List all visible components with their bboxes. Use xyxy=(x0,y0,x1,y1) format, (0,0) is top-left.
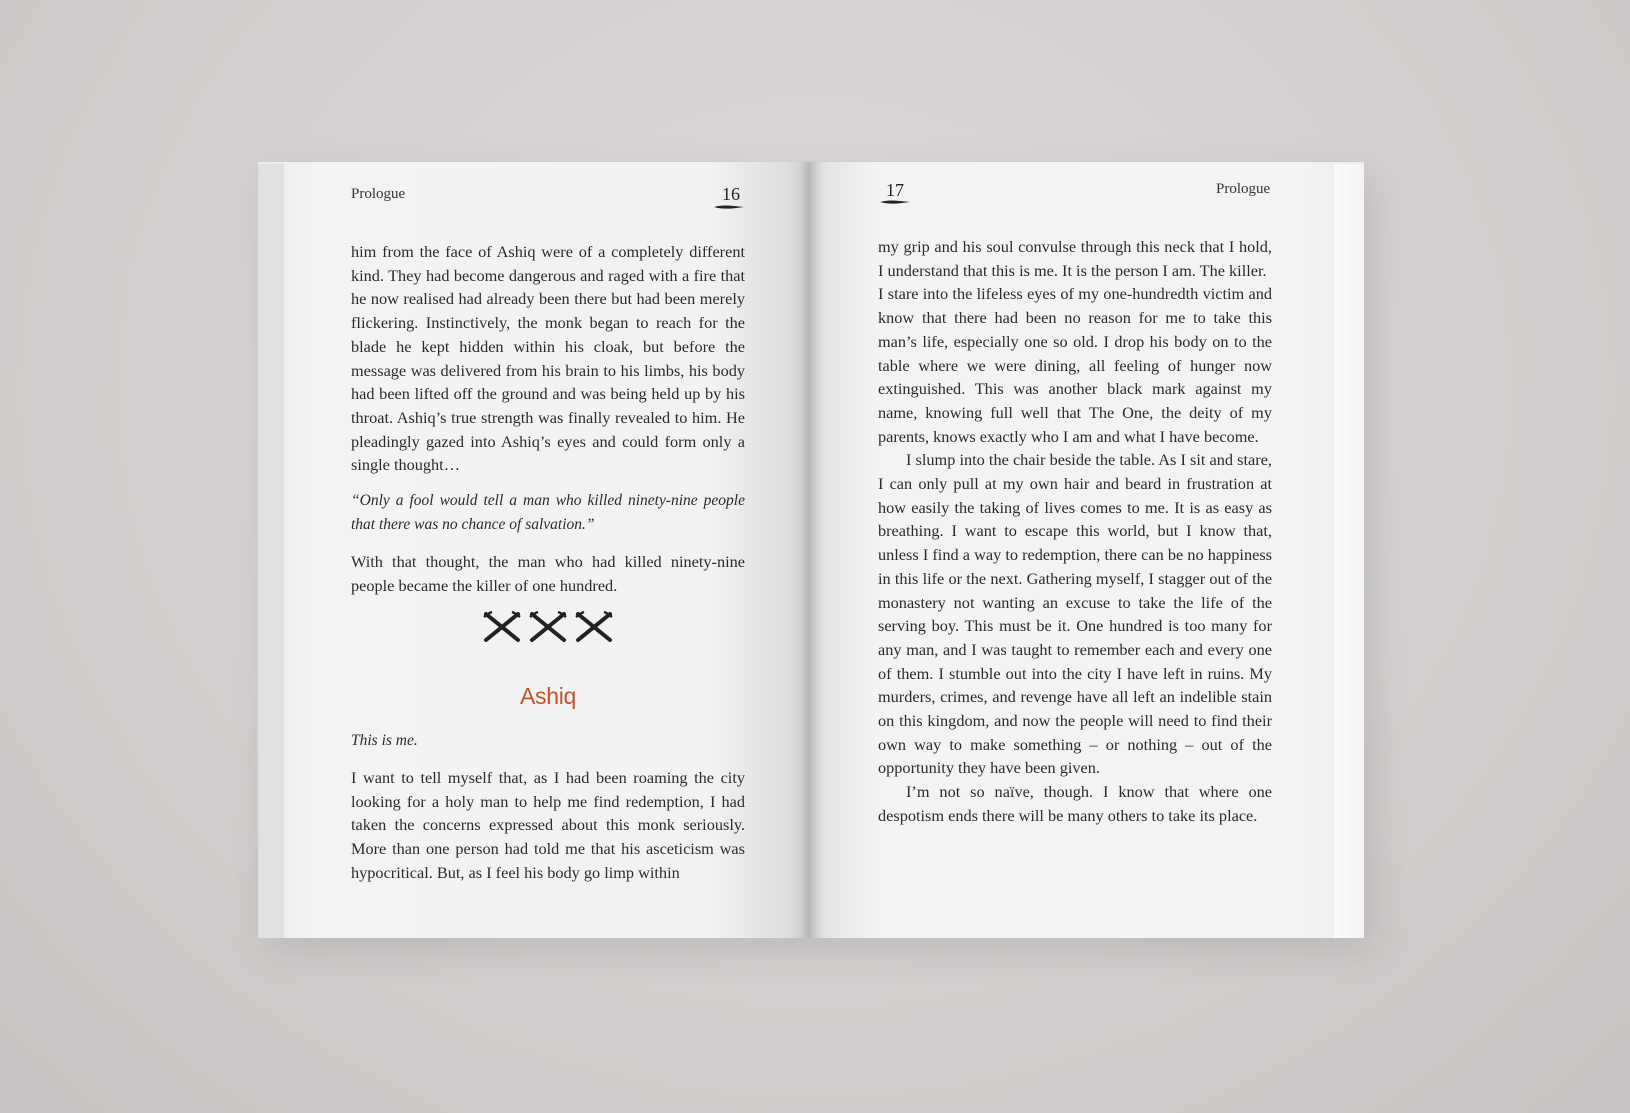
epigraph: This is me. xyxy=(351,732,418,750)
crossed-swords-icon xyxy=(575,611,613,643)
right-paragraph-1: my grip and his soul convulse through this neck that I hold, I understand that this is me. It is the person I am. The killer. xyxy=(878,237,1272,280)
dagger-folio-icon xyxy=(714,204,744,210)
right-running-head: Prologue xyxy=(1216,181,1271,197)
book-gutter xyxy=(800,162,822,938)
left-page-number: 16 xyxy=(722,184,740,204)
left-paragraph-3: I want to tell myself that, as I had been roaming the city looking for a holy man to help me find redemption, I had taken the concerns expressed about this monk seriously. More than one person had told me that his asceticism was hypocritical. But, as I feel his body go limp within xyxy=(351,767,745,882)
chapter-title: Ashiq xyxy=(519,683,577,710)
right-page-edge xyxy=(1334,164,1364,938)
right-text-block xyxy=(878,235,1272,828)
left-paragraph-2: With that thought, the man who had killed ninety-nine people became the killer of one hundred. xyxy=(351,552,745,595)
left-page-edge xyxy=(258,164,284,938)
crossed-swords-icon xyxy=(483,611,521,643)
left-running-head: Prologue xyxy=(351,186,406,202)
left-text-block xyxy=(351,240,745,884)
right-page-number: 17 xyxy=(886,180,904,200)
right-paragraph-2: I stare into the lifeless eyes of my one-hundredth victim and know that there had been no reason for me to take this man’s life, especially one so old. I drop his body on to the table where we were dining, all feeling of hunger now extinguished. This was another black mark against my name, knowing full well that The One, the deity of my parents, knows exactly who I am and what I have become. xyxy=(878,284,1272,446)
crossed-swords-icon xyxy=(529,611,567,643)
right-paragraph-3: I slump into the chair beside the table. As I sit and stare, I can only pull at my own hair and beard in frustration at how easily the taking of lives comes to me. It is as easy as breathing. I want to escape this world, but I know that, unless I find a way to redemption, there can be no happiness in this life or the next. Gathering myself, I stagger out of the monastery not wanting an excuse to take the life of the serving boy. This must be it. One hundred is too many for any man, and I was taught to remember each and every one of them. I stumble out into the city I have left in ruins. My murders, crimes, and revenge have all left an indelible stain on this kingdom, and now the people will need to find their own way to make something – or nothing – out of the opportunity they have been given. xyxy=(878,450,1272,778)
right-paragraph-4: I’m not so naïve, though. I know that where one despotism ends there will be many others to take its place. xyxy=(878,782,1272,825)
quote: “Only a fool would tell a man who killed ninety-nine people that there was no chance of salvation.” xyxy=(351,492,745,533)
left-paragraph-1: him from the face of Ashiq were of a completely different kind. They had become dangerous and raged with a fire that he now realised had already been there but had been merely flickering. Instinctively, the monk began to reach for the blade he kept hidden within his cloak, but before the message was delivered from his brain to his limbs, his body had been lifted off the ground and was being held up by his throat. Ashiq’s true strength was finally revealed to him. He pleadingly gazed into Ashiq’s eyes and could form only a single thought… xyxy=(351,242,745,475)
dagger-folio-icon xyxy=(880,199,910,205)
crossed-swords-ornament xyxy=(351,611,745,643)
